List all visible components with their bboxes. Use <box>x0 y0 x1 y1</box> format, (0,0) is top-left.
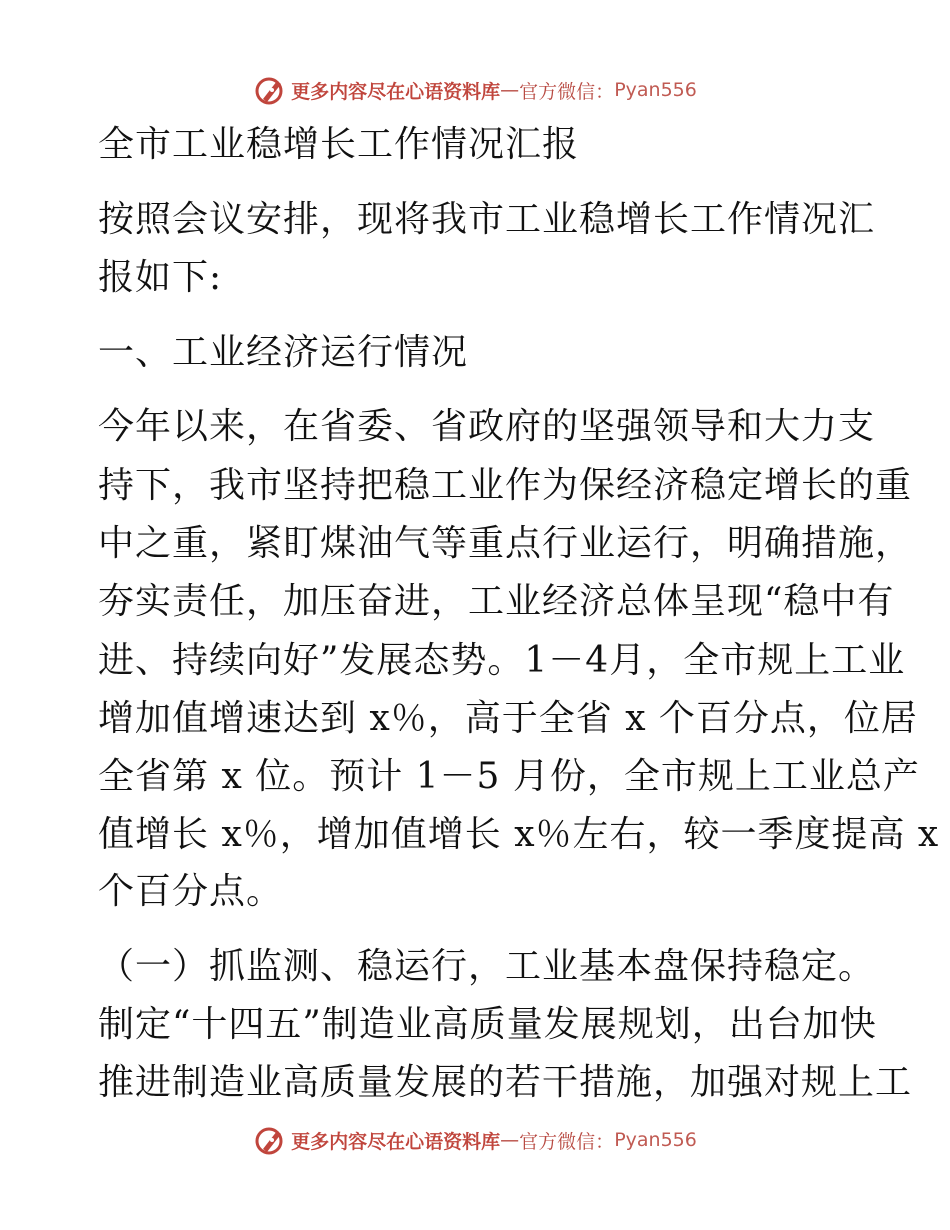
section-heading: 一、工业经济运行情况 <box>98 332 469 373</box>
paragraph-line: 持下，我市坚持把稳工业作为保经济稳定增长的重 <box>98 465 913 506</box>
paragraph-line: 个百分点。 <box>98 871 284 912</box>
paragraph-line: 推进制造业高质量发展的若干措施，加强对规上工 <box>98 1062 913 1103</box>
watermark-separator: — <box>500 1129 520 1151</box>
paragraph-line: 夯实责任，加压奋进，工业经济总体呈现“稳中有 <box>98 581 895 622</box>
paragraph-line: 进、持续向好”发展态势。1－4月，全市规上工业 <box>98 640 906 681</box>
watermark-handle: Pyan556 <box>614 1129 697 1151</box>
paragraph-line: 今年以来，在省委、省政府的坚强领导和大力支 <box>98 406 876 447</box>
watermark-brand: 更多内容尽在心语资料库 <box>291 1130 501 1153</box>
paragraph-line: 值增长 x％，增加值增长 x％左右，较一季度提高 x <box>98 814 940 855</box>
watermark-separator: — <box>500 79 520 101</box>
watermark-banner-bottom <box>0 1120 950 1160</box>
watermark-handle: Pyan556 <box>614 79 697 101</box>
subsection-heading: （一）抓监测、稳运行，工业基本盘保持稳定。 <box>98 946 876 987</box>
paragraph-line: 按照会议安排，现将我市工业稳增长工作情况汇 <box>98 199 876 240</box>
watermark-banner-top <box>0 70 950 110</box>
watermark-brand: 更多内容尽在心语资料库 <box>291 80 501 103</box>
paragraph-line: 报如下: <box>98 257 223 298</box>
paragraph-line: 全省第 x 位。预计 1－5 月份，全市规上工业总产 <box>98 756 920 797</box>
paragraph-line: 中之重，紧盯煤油气等重点行业运行，明确措施， <box>98 523 913 564</box>
pen-nib-circle-icon <box>253 73 287 107</box>
document-title: 全市工业稳增长工作情况汇报 <box>98 124 580 165</box>
watermark-wechat-label: 官方微信： <box>519 80 615 103</box>
pen-nib-circle-icon <box>253 1123 287 1157</box>
watermark-wechat-label: 官方微信： <box>519 1130 615 1153</box>
paragraph-line: 增加值增速达到 x％，高于全省 x 个百分点，位居 <box>98 698 918 739</box>
paragraph-line: 制定“十四五”制造业高质量发展规划，出台加快 <box>98 1004 877 1045</box>
